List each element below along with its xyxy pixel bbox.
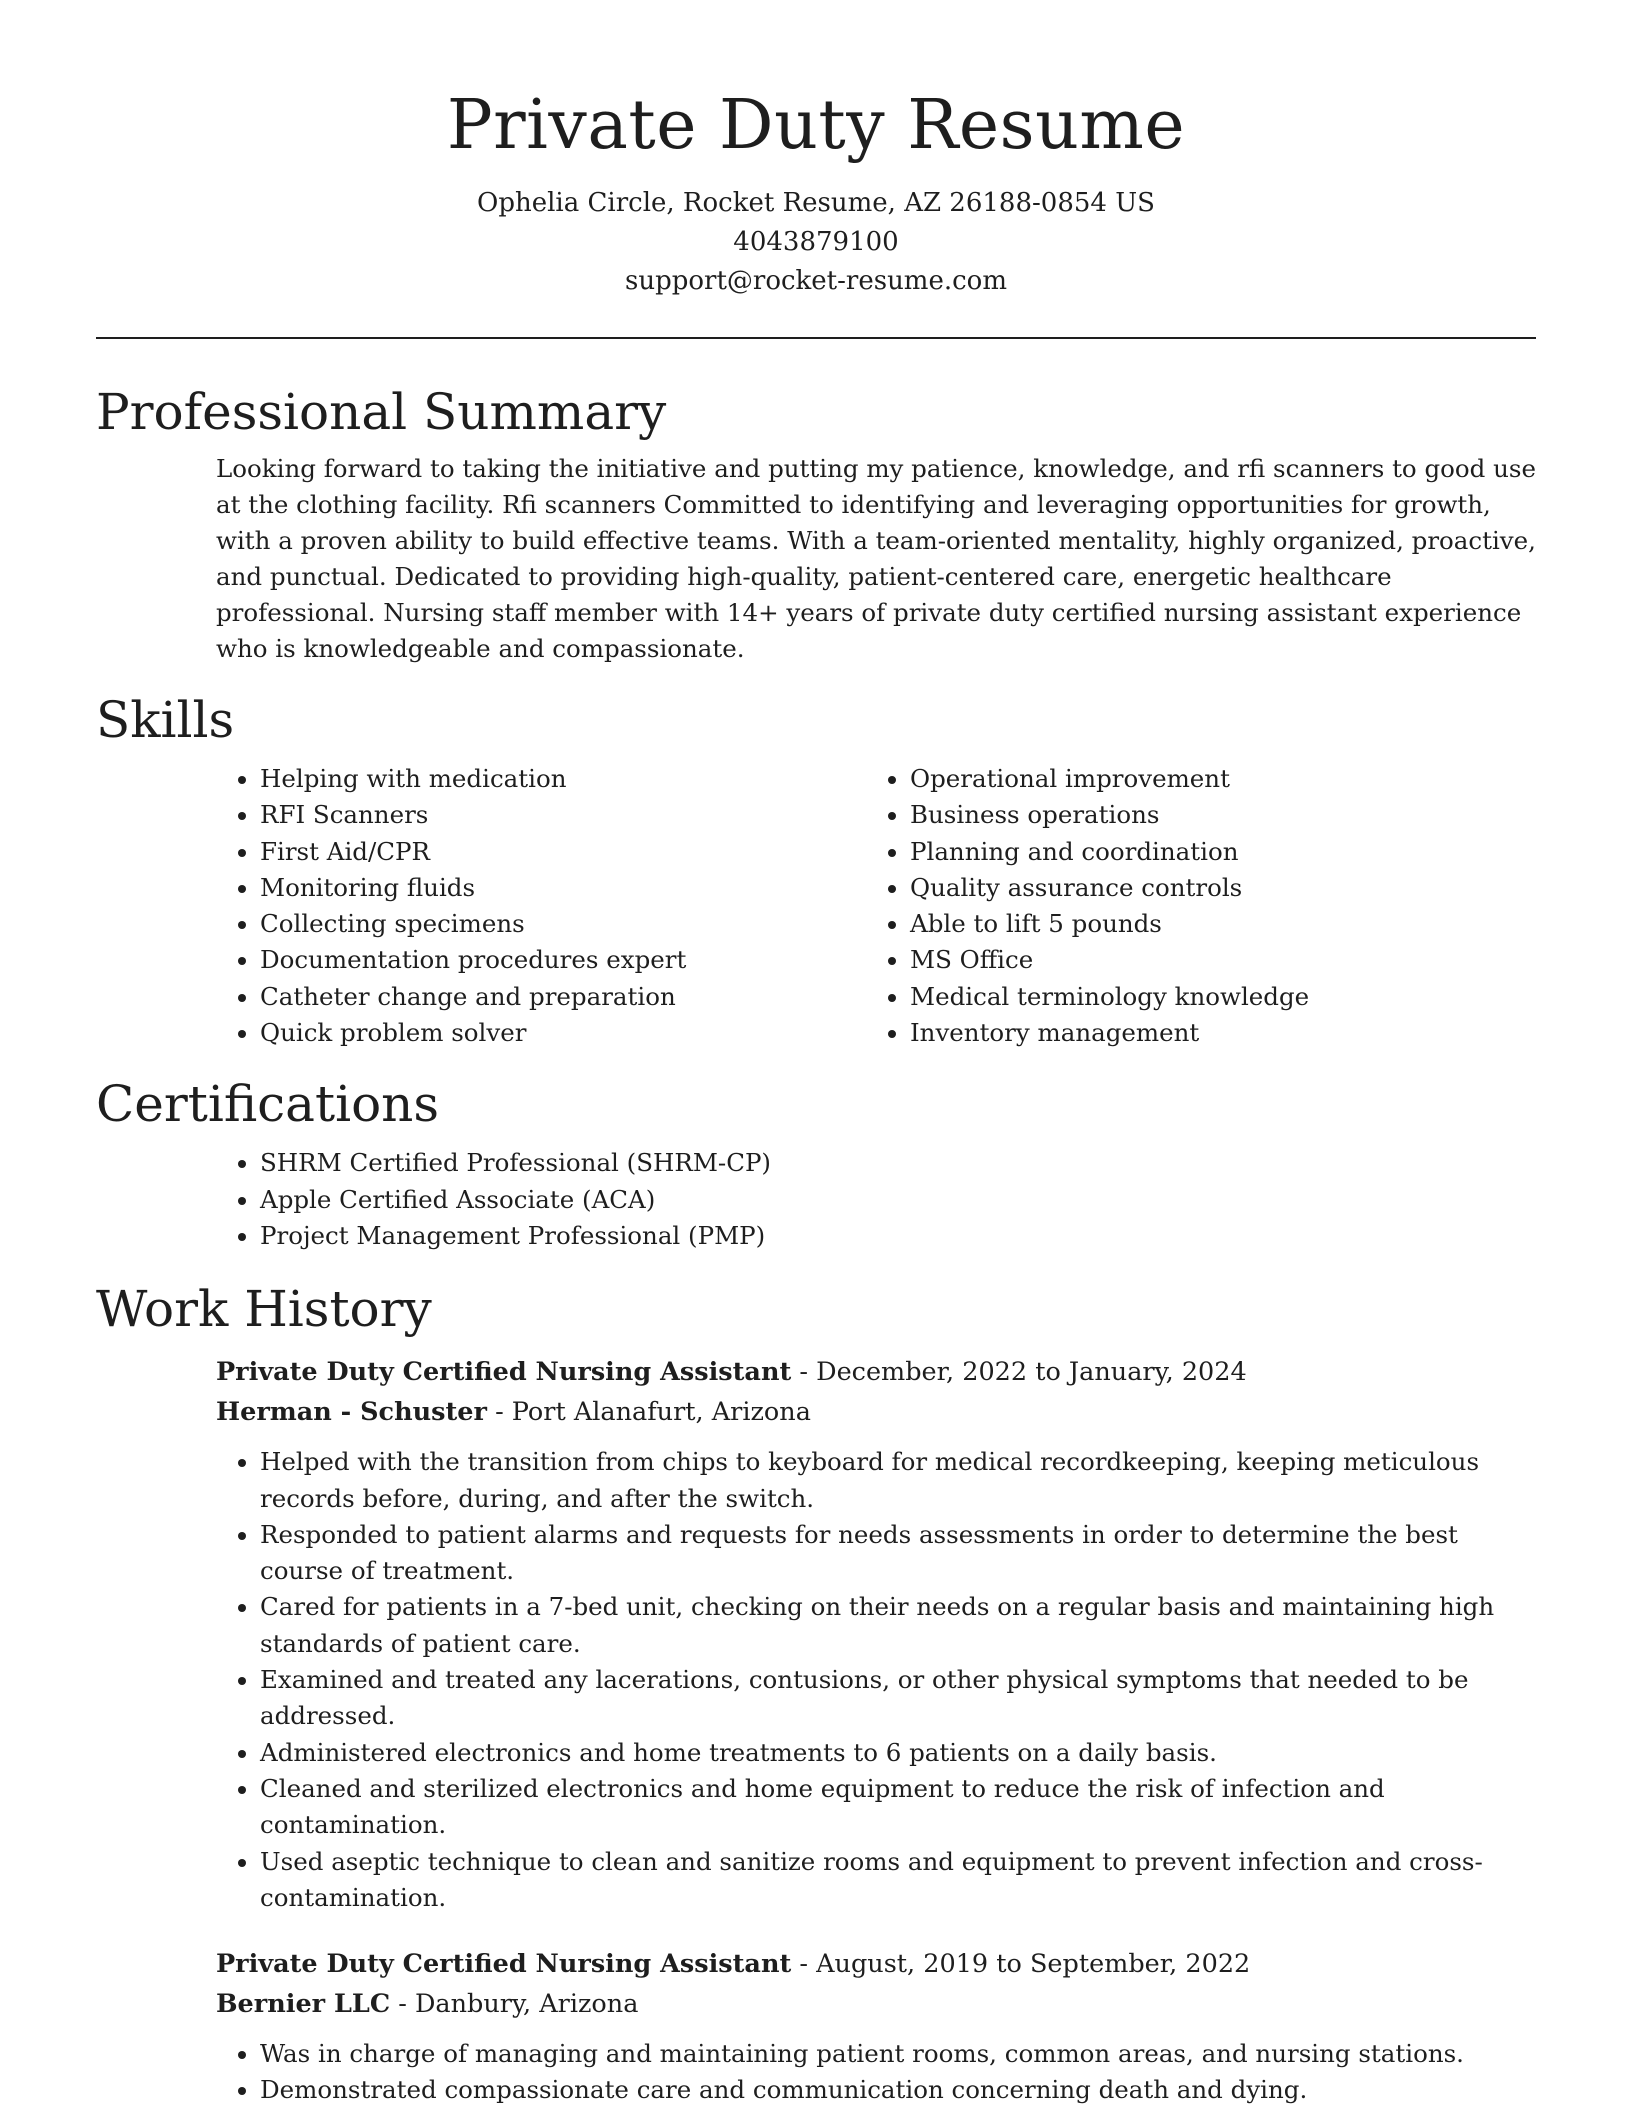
job-entry	[216, 1944, 1536, 2109]
list-item: • Business operations	[910, 797, 1516, 833]
skills-column-right	[866, 761, 1516, 1051]
list-item: • Helped with the transition from chips to keyboard for medical recordkeeping, keeping meticulous records before, during, and after the switch.	[260, 1444, 1536, 1517]
list-item: • Monitoring fluids	[260, 870, 866, 906]
skills-list-right	[866, 761, 1516, 1051]
job-employer-line	[216, 1984, 1536, 2024]
list-item: • SHRM Certified Professional (SHRM-CP)	[260, 1145, 1536, 1181]
list-item: • Able to lift 5 pounds	[910, 906, 1516, 942]
list-item: • Used aseptic technique to clean and sanitize rooms and equipment to prevent infection and cross-contamination.	[260, 1844, 1536, 1917]
job-entry	[216, 1352, 1536, 1916]
certifications-section	[96, 1073, 1536, 1254]
list-item: • Cleaned and sterilized electronics and home equipment to reduce the risk of infection and contamination.	[260, 1771, 1536, 1844]
skills-section	[96, 689, 1536, 1051]
job-dates: August, 2019 to September, 2022	[816, 1949, 1251, 1980]
job-title-line	[216, 1944, 1536, 1984]
list-item: • Was in charge of managing and maintaining patient rooms, common areas, and nursing stations.	[260, 2036, 1536, 2072]
summary-section	[96, 381, 1536, 667]
job-separator: -	[799, 1949, 817, 1980]
contact-block	[96, 184, 1536, 301]
list-item: • Collecting specimens	[260, 906, 866, 942]
job-title: Private Duty Certified Nursing Assistant	[216, 1949, 792, 1980]
job-separator: -	[495, 1397, 512, 1428]
list-item: • First Aid/CPR	[260, 834, 866, 870]
list-item: • Inventory management	[910, 1015, 1516, 1051]
resume-page	[96, 0, 1536, 2109]
list-item: • Responded to patient alarms and requests for needs assessments in order to determine the best course of treatment.	[260, 1517, 1536, 1590]
list-item: • Administered electronics and home treatments to 6 patients on a daily basis.	[260, 1735, 1536, 1771]
summary-text: Looking forward to taking the initiative and putting my patience, knowledge, and rfi scanners to good use at the clothing facility. Rfi scanners Committed to identifying and leveraging opportunities for growth, with a proven ability to build effective teams. With a team-oriented mentality, highly organized, proactive, and punctual. Dedicated to providing high-quality, patient-centered care, energetic healthcare professional. Nursing staff member with 14+ years of private duty certified nursing assistant experience who is knowledgeable and compassionate.	[216, 454, 1536, 663]
job-employer: Bernier LLC	[216, 1989, 391, 2020]
job-dates: December, 2022 to January, 2024	[816, 1357, 1247, 1388]
certifications-heading: Certifications	[96, 1075, 440, 1134]
summary-heading: Professional Summary	[96, 383, 667, 441]
list-item: • RFI Scanners	[260, 797, 866, 833]
certifications-body	[216, 1145, 1536, 1254]
job-employer: Herman - Schuster	[216, 1397, 487, 1428]
list-item: • MS Office	[910, 942, 1516, 978]
skills-list-left	[216, 761, 866, 1051]
job-separator: -	[799, 1357, 817, 1388]
list-item: • Medical terminology knowledge	[910, 979, 1516, 1015]
list-item: • Operational improvement	[910, 761, 1516, 797]
list-item: • Apple Certified Associate (ACA)	[260, 1182, 1536, 1218]
skills-columns	[216, 761, 1536, 1051]
skills-column-left	[216, 761, 866, 1051]
list-item: • Cared for patients in a 7-bed unit, checking on their needs on a regular basis and maintaining high standards of patient care.	[260, 1589, 1536, 1662]
list-item: • Quality assurance controls	[910, 870, 1516, 906]
header-divider	[96, 337, 1536, 339]
job-title-line	[216, 1352, 1536, 1392]
list-item: • Examined and treated any lacerations, contusions, or other physical symptoms that needed to be addressed.	[260, 1662, 1536, 1735]
list-item: • Demonstrated compassionate care and communication concerning death and dying.	[260, 2072, 1536, 2108]
work-history-section	[96, 1278, 1536, 2108]
list-item: • Planning and coordination	[910, 834, 1516, 870]
email-text: support@rocket-resume.com	[624, 266, 1007, 296]
job-location: Port Alanafurt, Arizona	[511, 1397, 811, 1428]
list-item: • Catheter change and preparation	[260, 979, 866, 1015]
job-separator: -	[398, 1989, 415, 2020]
job-employer-line	[216, 1392, 1536, 1432]
resume-header	[96, 0, 1536, 301]
job-bullets	[216, 2036, 1536, 2109]
work-history-heading: Work History	[96, 1280, 432, 1339]
list-item: • Quick problem solver	[260, 1015, 866, 1051]
job-location: Danbury, Arizona	[414, 1989, 639, 2020]
skills-heading: Skills	[96, 691, 235, 749]
page-title: Private Duty Resume	[446, 86, 1186, 165]
job-bullets	[216, 1444, 1536, 1916]
list-item: • Project Management Professional (PMP)	[260, 1218, 1536, 1254]
list-item: • Documentation procedures expert	[260, 942, 866, 978]
address-text: Ophelia Circle, Rocket Resume, AZ 26188-0854 US	[477, 188, 1155, 218]
certifications-list	[216, 1145, 1536, 1254]
job-title: Private Duty Certified Nursing Assistant	[216, 1357, 792, 1388]
phone-text: 4043879100	[733, 227, 899, 257]
list-item: • Helping with medication	[260, 761, 866, 797]
